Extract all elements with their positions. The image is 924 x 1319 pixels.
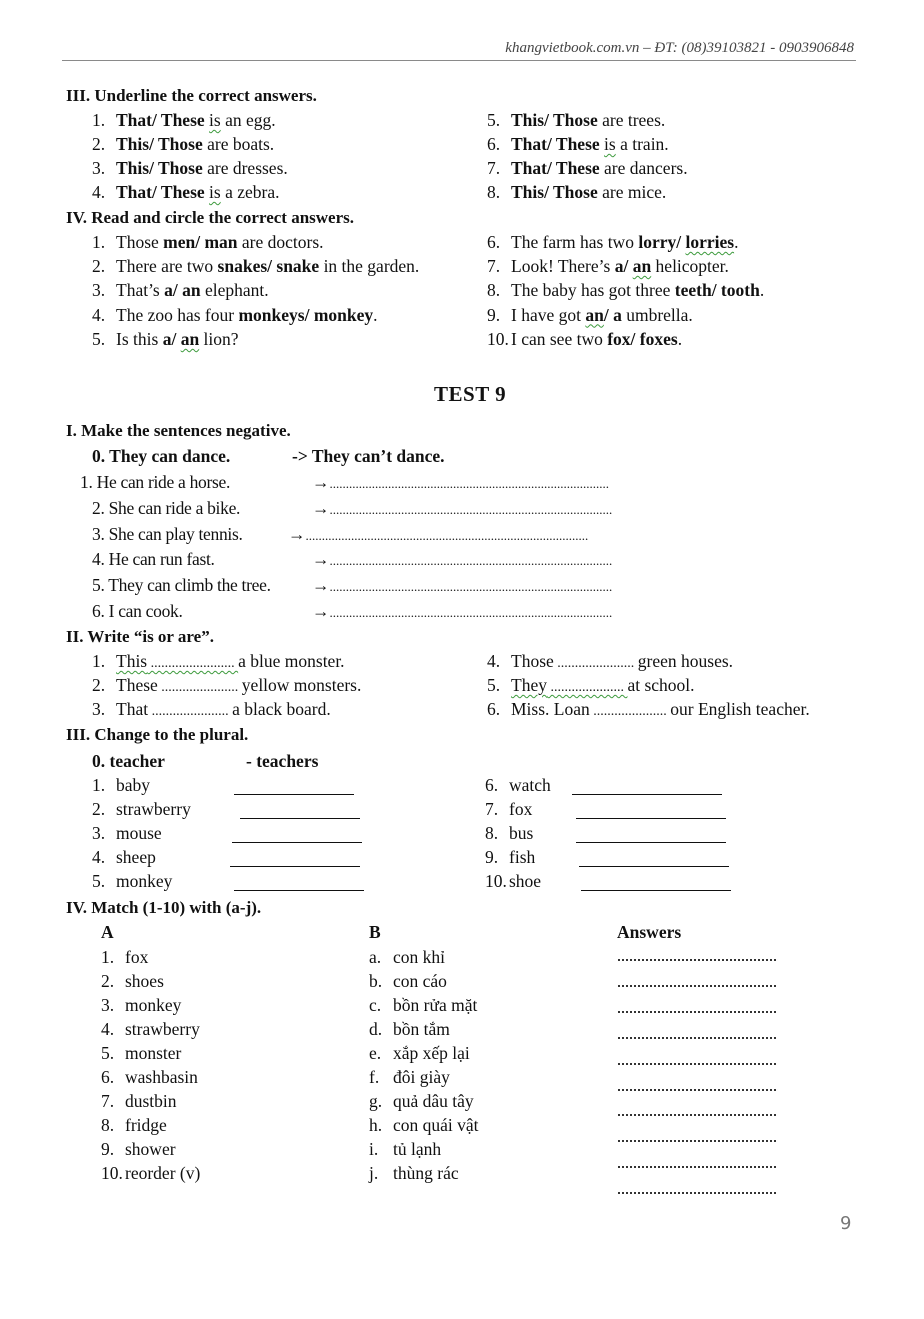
arrow-icon: →: [312, 601, 330, 621]
item-number: 7.: [487, 158, 501, 178]
item-letter: c.: [369, 995, 382, 1015]
item-number: 10.: [487, 328, 509, 349]
item-number: 5.: [92, 871, 106, 891]
word: reorder (v): [125, 1163, 201, 1183]
answer-blank[interactable]: [618, 1062, 776, 1065]
word: monster: [125, 1043, 182, 1063]
page-header: [62, 38, 856, 61]
column-a-item: [101, 971, 164, 992]
subject: That: [116, 699, 149, 719]
answer-blank[interactable]: [618, 1088, 776, 1091]
sentence-rest: an egg.: [220, 110, 276, 130]
item-number: 5.: [101, 1043, 115, 1063]
column-a-item: [101, 1043, 181, 1064]
item-number: 4.: [92, 182, 106, 202]
subject: These: [116, 675, 158, 695]
word: shoes: [125, 971, 164, 991]
test-title: TEST 9: [434, 382, 507, 406]
sentence-post: .: [759, 280, 765, 301]
answer-option-2[interactable]: lorries: [685, 232, 735, 252]
answer-blank[interactable]: ........................: [147, 656, 239, 671]
circle-item: [92, 305, 378, 326]
item-number: 8.: [101, 1115, 115, 1135]
answer-option-1[interactable]: an: [585, 304, 604, 325]
plural-example-word: 0. teacher: [92, 751, 165, 771]
sentence-pre: I can see two: [511, 328, 608, 349]
answer-blank[interactable]: [618, 958, 776, 961]
sentence-pre: The zoo has four: [116, 304, 239, 325]
word: dustbin: [125, 1091, 177, 1111]
column-b-item: [369, 1115, 479, 1136]
item-letter: j.: [369, 1163, 379, 1183]
sentence-pre: Those: [116, 232, 164, 252]
answer-option-2[interactable]: an: [632, 256, 652, 277]
plural-heading: III. Change to the plural.: [66, 725, 249, 744]
sentence-rest: at school.: [627, 675, 695, 695]
answer-blank[interactable]: .....................: [546, 680, 628, 695]
answer-line[interactable]: [288, 524, 588, 545]
underline-item: [487, 158, 688, 179]
sentence-rest: are trees.: [602, 110, 666, 130]
item-number: 4.: [487, 651, 501, 671]
match-column-a-header: A: [101, 922, 114, 942]
meaning: quả dâu tây: [393, 1091, 474, 1111]
answer-options[interactable]: This/ Those: [511, 110, 598, 130]
sentence-rest: are dancers.: [604, 158, 688, 178]
circle-item: [487, 305, 693, 326]
word: fish: [509, 847, 536, 867]
answer-option-2[interactable]: / a: [603, 304, 622, 325]
answer-blank[interactable]: [581, 876, 731, 891]
subject: They: [511, 675, 547, 695]
answer-blank[interactable]: [618, 984, 776, 987]
item-letter: f.: [369, 1067, 380, 1087]
underline-item: [487, 134, 669, 155]
answer-blank[interactable]: .......................................................................................: [329, 579, 613, 595]
arrow-icon: →: [312, 575, 330, 596]
sentence-post: elephant.: [200, 280, 269, 301]
word: strawberry: [116, 799, 191, 819]
sentence-rest: a black board.: [232, 699, 331, 719]
plural-item: [92, 775, 150, 796]
item-number: 6.: [487, 699, 501, 719]
word: shoe: [509, 871, 542, 891]
sentence-rest: yellow monsters.: [241, 675, 362, 695]
meaning: thùng rác: [393, 1163, 459, 1183]
sentence-pre: The baby has got three: [511, 280, 675, 301]
question: 2. She can ride a bike.: [92, 497, 241, 518]
column-b-item: [369, 1019, 450, 1040]
item-number: 9.: [101, 1139, 115, 1159]
sentence-pre: I have got: [511, 304, 586, 325]
sentence-pre: There are two: [116, 256, 218, 277]
underline-item: [92, 110, 276, 131]
question: 4. He can run fast.: [92, 549, 215, 570]
sentence-post: lion?: [199, 328, 239, 349]
circle-item: [92, 329, 239, 350]
item-number: 6.: [101, 1067, 115, 1087]
word: sheep: [116, 847, 156, 867]
item-number: 5.: [487, 675, 501, 695]
item-number: 4.: [92, 847, 106, 867]
item-number: 7.: [487, 256, 501, 277]
circle-item: [487, 256, 729, 277]
answer-line[interactable]: [312, 498, 612, 519]
answer-blank[interactable]: ......................: [553, 656, 638, 671]
answer-options[interactable]: That/ These: [116, 110, 205, 130]
arrow-icon: →: [288, 523, 306, 544]
item-number: 6.: [487, 134, 501, 154]
sentence-rest: are boats.: [207, 134, 275, 154]
answer-option-1[interactable]: lorry/: [638, 232, 686, 252]
answer-blank[interactable]: [618, 1139, 776, 1142]
sentence-post: are doctors.: [237, 232, 324, 252]
plural-item: [92, 799, 191, 820]
answer-option-1[interactable]: teeth/ tooth: [674, 280, 760, 301]
item-letter: g.: [369, 1091, 383, 1111]
column-a-item: [101, 947, 148, 968]
verb: is: [604, 134, 616, 154]
item-number: 7.: [485, 799, 499, 819]
column-b-item: [369, 971, 447, 992]
circle-item: [487, 329, 682, 350]
item-number: 1.: [92, 775, 106, 795]
item-letter: b.: [369, 971, 383, 991]
match-answers-header: Answers: [617, 922, 682, 942]
answer-line[interactable]: [312, 601, 612, 622]
plural-item: [485, 871, 541, 892]
underline-item: [92, 158, 288, 179]
subject: Those: [511, 651, 554, 671]
item-number: 2.: [92, 256, 106, 277]
circle-item: [92, 232, 324, 253]
item-number: 3.: [92, 280, 106, 301]
column-a-item: [101, 1115, 167, 1136]
answer-blank[interactable]: .......................................................................................: [329, 501, 613, 517]
meaning: bồn tắm: [393, 1019, 450, 1039]
question: 6. I can cook.: [92, 601, 183, 621]
answer-option-1[interactable]: a/: [614, 256, 633, 277]
answer-blank[interactable]: [234, 876, 364, 891]
underline-item: [92, 134, 274, 155]
question: 3. She can play tennis.: [92, 523, 243, 544]
sentence-post: helicopter.: [651, 256, 729, 277]
column-b-item: [369, 1067, 450, 1088]
sentence-pre: Is this: [116, 328, 163, 349]
item-letter: h.: [369, 1115, 383, 1135]
item-number: 10.: [101, 1163, 123, 1183]
answer-blank[interactable]: [618, 1165, 776, 1168]
is-are-item: [487, 651, 733, 672]
meaning: đôi giày: [393, 1067, 450, 1087]
sentence-rest: a train.: [615, 134, 669, 154]
answer-line[interactable]: [312, 472, 609, 493]
item-number: 1.: [92, 110, 106, 130]
item-letter: e.: [369, 1043, 382, 1063]
circle-item: [92, 280, 269, 301]
answer-option-1[interactable]: men/ man: [163, 232, 238, 252]
item-number: 9.: [485, 847, 499, 867]
meaning: xắp xếp lại: [393, 1043, 470, 1063]
answer-option-1[interactable]: a/: [162, 328, 181, 349]
arrow-icon: →: [312, 497, 330, 518]
item-number: 2.: [92, 799, 106, 819]
sentence-pre: Look! There’s: [511, 256, 615, 277]
item-number: 1.: [92, 232, 106, 252]
word: bus: [509, 823, 534, 843]
is-are-heading: II. Write “is or are”.: [66, 627, 214, 646]
column-b-item: [369, 1163, 459, 1184]
answer-blank[interactable]: [234, 780, 354, 795]
answer-blank[interactable]: [618, 1113, 776, 1116]
item-number: 3.: [101, 995, 115, 1015]
word: washbasin: [125, 1067, 198, 1087]
sentence-rest: a zebra.: [220, 182, 280, 202]
answer-option-1[interactable]: monkeys/ monkey: [238, 304, 374, 325]
answer-blank[interactable]: [572, 780, 722, 795]
answer-blank[interactable]: ......................: [157, 680, 242, 695]
item-number: 1.: [92, 651, 106, 671]
column-a-item: [101, 1091, 177, 1112]
item-number: 5.: [92, 328, 106, 349]
column-a-item: [101, 1067, 198, 1088]
answer-option-1[interactable]: a/ an: [164, 280, 201, 301]
is-are-item: [92, 675, 361, 696]
answer-blank[interactable]: .....................: [589, 704, 671, 719]
section-underline-heading: III. Underline the correct answers.: [66, 86, 317, 105]
column-b-item: [369, 947, 445, 968]
column-a-item: [101, 995, 181, 1016]
answer-line[interactable]: [312, 549, 612, 570]
plural-item: [92, 871, 172, 892]
item-number: 3.: [92, 158, 106, 178]
item-number: 5.: [487, 110, 501, 130]
meaning: bồn rửa mặt: [393, 995, 478, 1015]
item-number: 2.: [101, 971, 115, 991]
item-number: 3.: [92, 699, 106, 719]
word: watch: [509, 775, 551, 795]
answer-blank[interactable]: .......................................................................................: [329, 553, 613, 569]
verb: is: [209, 182, 221, 202]
item-number: 3.: [92, 823, 106, 843]
plural-item: [485, 823, 533, 844]
word: shower: [125, 1139, 176, 1159]
sentence-rest: are dresses.: [207, 158, 288, 178]
verb: is: [209, 110, 221, 130]
item-number: 2.: [92, 134, 106, 154]
column-a-item: [101, 1019, 200, 1040]
answer-blank[interactable]: [579, 852, 729, 867]
column-a-item: [101, 1163, 200, 1184]
question: 5. They can climb the tree.: [92, 575, 271, 596]
underline-item: [487, 182, 666, 203]
item-number: 7.: [101, 1091, 115, 1111]
subject: Miss. Loan: [511, 699, 590, 719]
arrow-icon: →: [312, 549, 330, 570]
negative-heading: I. Make the sentences negative.: [66, 421, 291, 440]
question: 1. He can ride a horse.: [80, 472, 231, 492]
item-number: 2.: [92, 675, 106, 695]
answer-blank[interactable]: [618, 1010, 776, 1013]
answer-blank[interactable]: .......................................................................................: [329, 605, 613, 620]
answer-options[interactable]: This/ Those: [116, 134, 203, 154]
answer-blank[interactable]: [576, 828, 726, 843]
item-number: 6.: [485, 775, 499, 795]
match-heading: IV. Match (1-10) with (a-j).: [66, 898, 262, 917]
word: strawberry: [125, 1019, 200, 1039]
answer-options[interactable]: That/ These: [511, 158, 600, 178]
is-are-item: [487, 699, 810, 720]
underline-item: [487, 110, 665, 131]
word: fox: [509, 799, 533, 819]
item-number: 8.: [485, 823, 499, 843]
answer-option-1[interactable]: snakes/ snake: [217, 256, 320, 277]
header-contact: khangvietbook.com.vn – ĐT: (08)39103821 - 0903906848: [505, 40, 854, 56]
answer-line[interactable]: [312, 575, 612, 596]
answer-option-1[interactable]: fox/ foxes: [607, 328, 678, 349]
column-b-item: [369, 1043, 470, 1064]
sentence-rest: green houses.: [637, 651, 734, 671]
word: baby: [116, 775, 151, 795]
column-b-item: [369, 1091, 474, 1112]
column-b-item: [369, 1139, 441, 1160]
circle-item: [487, 280, 764, 301]
negative-example-question: 0. They can dance.: [92, 446, 231, 466]
sentence-post: .: [734, 232, 739, 252]
section-circle-heading: IV. Read and circle the correct answers.: [66, 208, 355, 227]
plural-item: [485, 775, 551, 796]
column-a-item: [101, 1139, 176, 1160]
sentence-rest: our English teacher.: [670, 699, 810, 719]
answer-options[interactable]: That/ These: [116, 182, 205, 202]
answer-blank[interactable]: [232, 828, 362, 843]
item-number: 4.: [92, 304, 106, 325]
sentence-rest: are mice.: [602, 182, 667, 202]
answer-blank[interactable]: ......................................................................................: [329, 476, 609, 491]
word: monkey: [116, 871, 173, 891]
item-number: 1.: [101, 947, 115, 967]
page-number: 9: [840, 1213, 852, 1234]
answer-option-2[interactable]: an: [180, 328, 200, 349]
plural-item: [485, 799, 532, 820]
subject: This: [116, 651, 148, 671]
item-number: 8.: [487, 280, 501, 301]
match-column-b-header: B: [369, 922, 381, 942]
item-number: 4.: [101, 1019, 115, 1039]
is-are-item: [92, 699, 331, 720]
answer-blank[interactable]: [230, 852, 360, 867]
item-number: 10.: [485, 871, 507, 891]
sentence-post: umbrella.: [621, 304, 693, 325]
sentence-post: .: [373, 304, 378, 325]
item-letter: i.: [369, 1139, 379, 1159]
word: fox: [125, 947, 149, 967]
plural-item: [485, 847, 535, 868]
sentence-pre: The farm has two: [511, 232, 639, 252]
answer-blank[interactable]: [618, 1036, 776, 1039]
answer-options[interactable]: This/ Those: [511, 182, 598, 202]
answer-blank[interactable]: [576, 804, 726, 819]
plural-item: [92, 823, 162, 844]
negative-example-answer: -> They can’t dance.: [292, 446, 445, 466]
answer-blank[interactable]: [618, 1191, 776, 1194]
word: monkey: [125, 995, 182, 1015]
answer-blank[interactable]: [240, 804, 360, 819]
item-number: 8.: [487, 182, 501, 202]
answer-blank[interactable]: .......................................................................................: [305, 527, 589, 543]
word: fridge: [125, 1115, 167, 1135]
answer-options[interactable]: This/ Those: [116, 158, 203, 178]
word: mouse: [116, 823, 162, 843]
item-letter: a.: [369, 947, 382, 967]
answer-blank[interactable]: ......................: [148, 704, 233, 719]
item-letter: d.: [369, 1019, 383, 1039]
sentence-pre: That’s: [116, 280, 165, 301]
meaning: con cáo: [393, 971, 447, 991]
plural-item: [92, 847, 156, 868]
meaning: con quái vật: [393, 1115, 479, 1135]
column-b-item: [369, 995, 477, 1016]
plural-example-answer: - teachers: [246, 751, 319, 771]
sentence-post: .: [677, 328, 683, 349]
meaning: con khỉ: [393, 947, 446, 967]
is-are-item: [487, 675, 695, 696]
answer-options[interactable]: That/ These: [511, 134, 600, 154]
item-number: 6.: [487, 232, 501, 252]
meaning: tủ lạnh: [393, 1139, 442, 1159]
sentence-post: in the garden.: [319, 256, 420, 277]
is-are-item: [92, 651, 345, 672]
sentence-rest: a blue monster.: [238, 651, 345, 671]
circle-item: [487, 232, 738, 253]
underline-item: [92, 182, 280, 203]
arrow-icon: →: [312, 472, 330, 492]
item-number: 9.: [487, 304, 501, 325]
circle-item: [92, 256, 419, 277]
